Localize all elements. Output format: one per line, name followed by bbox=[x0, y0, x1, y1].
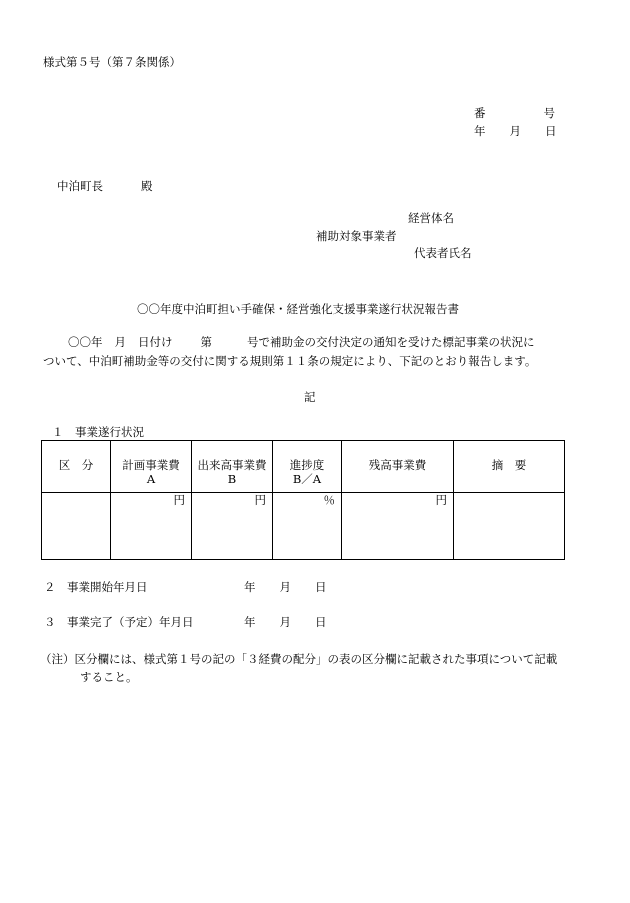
cell-remaining-cost[interactable]: 円 bbox=[342, 493, 454, 560]
date-year: 年 bbox=[474, 124, 486, 138]
cell-remarks[interactable] bbox=[454, 493, 565, 560]
section-2-month: 月 bbox=[279, 580, 291, 594]
cell-planned-cost[interactable]: 円 bbox=[111, 493, 192, 560]
cell-actual-cost[interactable]: 円 bbox=[192, 493, 273, 560]
addressee-suffix: 殿 bbox=[141, 179, 153, 193]
number-label-suffix: 号 bbox=[543, 106, 555, 120]
number-label-prefix: 番 bbox=[474, 106, 486, 120]
cell-category[interactable] bbox=[42, 493, 111, 560]
addressee bbox=[57, 179, 153, 193]
cell-progress[interactable]: ％ bbox=[273, 493, 342, 560]
section-3-year: 年 bbox=[244, 615, 256, 629]
addressee-title: 中泊町長 bbox=[57, 179, 103, 193]
header-remarks: 摘 要 bbox=[454, 441, 565, 493]
section-1-heading: １ 事業遂行状況 bbox=[52, 425, 144, 439]
business-name-label: 経営体名 bbox=[408, 211, 454, 225]
note-line-1: （注）区分欄には、様式第１号の記の「３経費の配分」の表の区分欄に記載された事項について記載 bbox=[40, 652, 558, 666]
date-day: 日 bbox=[545, 124, 557, 138]
header-planned-cost: 計画事業費 A bbox=[111, 441, 192, 493]
table-row bbox=[42, 493, 565, 560]
body-month: 月 bbox=[114, 335, 126, 349]
body-number-suffix: 号で補助金の交付決定の通知を受けた標記事業の状況に bbox=[247, 335, 535, 349]
section-2-day: 日 bbox=[315, 580, 327, 594]
section-2-date bbox=[244, 580, 327, 594]
section-3-date bbox=[244, 615, 327, 629]
section-3-month: 月 bbox=[279, 615, 291, 629]
body-year: 〇〇年 bbox=[68, 335, 103, 349]
document-title: 〇〇年度中泊町担い手確保・経営強化支援事業遂行状況報告書 bbox=[137, 302, 459, 316]
body-line-2: ついて、中泊町補助金等の交付に関する規則第１１条の規定により、下記のとおり報告します。 bbox=[43, 354, 537, 368]
body-date-suffix: 日付け bbox=[138, 335, 173, 349]
section-2-year: 年 bbox=[244, 580, 256, 594]
progress-table bbox=[41, 440, 565, 560]
form-label: 様式第５号（第７条関係） bbox=[43, 55, 181, 69]
note-line-2: すること。 bbox=[80, 670, 138, 684]
subject-label: 補助対象事業者 bbox=[316, 229, 397, 243]
section-3-label: ３ 事業完了（予定）年月日 bbox=[44, 615, 194, 629]
number-label bbox=[474, 106, 555, 120]
header-progress: 進捗度 B／A bbox=[273, 441, 342, 493]
header-category: 区 分 bbox=[42, 441, 111, 493]
section-3-day: 日 bbox=[315, 615, 327, 629]
date-line bbox=[474, 124, 557, 138]
body-paragraph bbox=[43, 333, 583, 371]
header-actual-cost: 出来高事業費 B bbox=[192, 441, 273, 493]
body-number-prefix: 第 bbox=[200, 335, 212, 349]
body-line-1 bbox=[43, 333, 583, 352]
section-2-label: ２ 事業開始年月日 bbox=[44, 580, 148, 594]
header-remaining-cost: 残高事業費 bbox=[342, 441, 454, 493]
representative-label: 代表者氏名 bbox=[414, 246, 472, 260]
ki-mark: 記 bbox=[304, 390, 316, 404]
table-header-row bbox=[42, 441, 565, 493]
date-month: 月 bbox=[509, 124, 521, 138]
